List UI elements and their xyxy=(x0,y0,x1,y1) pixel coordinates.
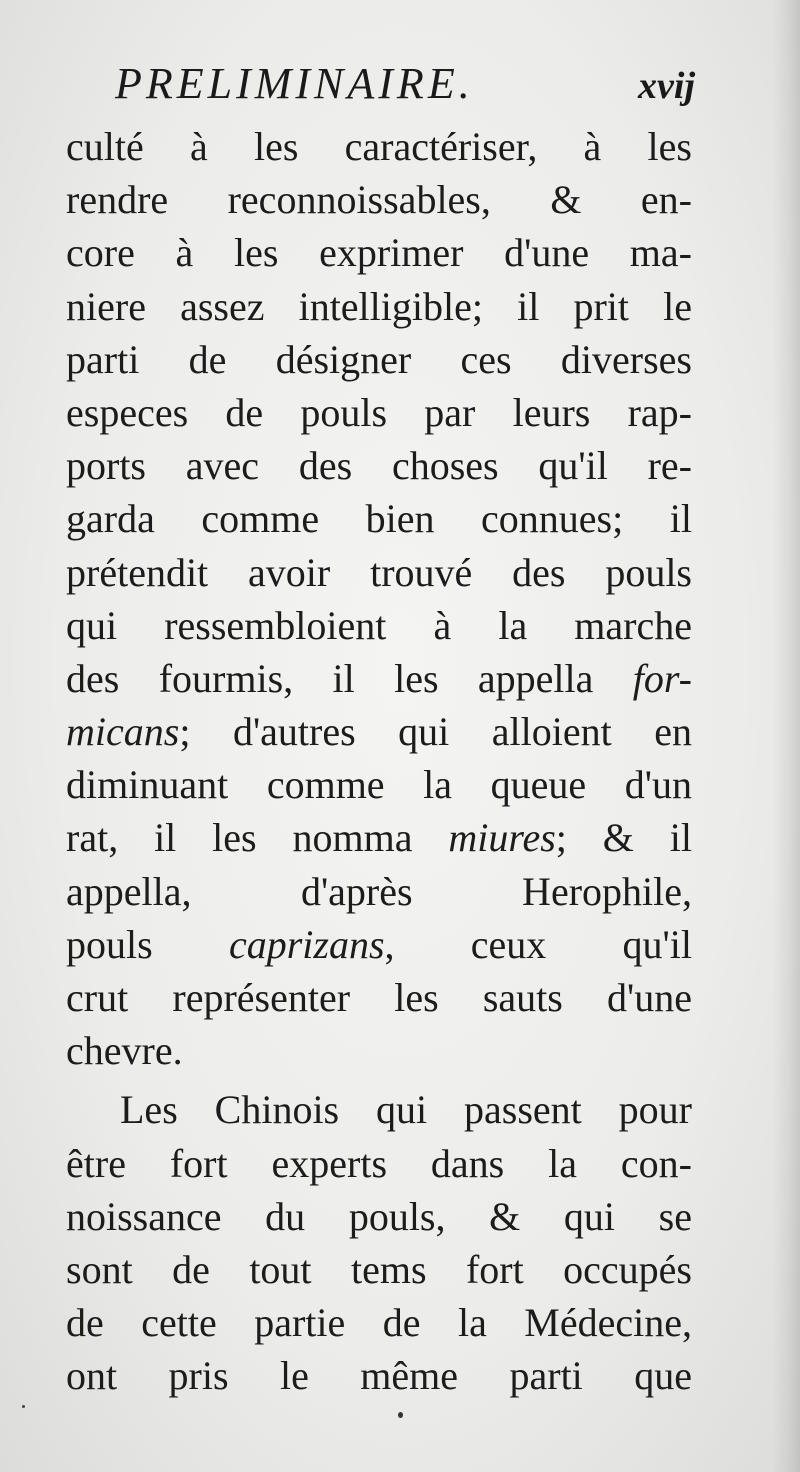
italic-term: micans xyxy=(66,709,180,755)
text-line: especes de pouls par leurs rap- xyxy=(66,389,692,435)
text-line: prétendit avoir trouvé des pouls xyxy=(66,549,692,595)
text-line: Les Chinois qui passent pour xyxy=(120,1087,692,1133)
text-line: rat, il les nomma miures; & il xyxy=(66,815,693,861)
text-line: qui ressembloient à la marche xyxy=(66,602,692,648)
page-edge-shadow xyxy=(772,0,800,1472)
text-line: noissance du pouls, & qui se xyxy=(66,1193,692,1239)
italic-term: caprizans xyxy=(228,921,385,967)
italic-term: for- xyxy=(632,655,692,701)
ink-speck xyxy=(22,1405,25,1408)
text-line: chevre. xyxy=(66,1028,183,1074)
italic-term: miures xyxy=(448,815,556,861)
text-line: de cette partie de la Médecine, xyxy=(66,1300,692,1346)
text-line: niere assez intelligible; il prit le xyxy=(66,283,692,329)
text-line: core à les exprimer d'une ma- xyxy=(66,230,692,276)
page-header xyxy=(115,58,695,109)
ink-speck xyxy=(398,1412,403,1418)
text-line: rendre reconnoissables, & en- xyxy=(66,177,692,223)
text-line: être fort experts dans la con- xyxy=(66,1140,692,1186)
text-line: ont pris le même parti que xyxy=(66,1353,692,1399)
text-line: appella, d'après Herophile, xyxy=(66,868,692,914)
text-line: pouls caprizans, ceux qu'il xyxy=(66,921,692,967)
text-line: parti de désigner ces diverses xyxy=(66,336,692,382)
text-line: ports avec des choses qu'il re- xyxy=(66,443,692,489)
text-line: sont de tout tems fort occupés xyxy=(66,1246,692,1292)
text-line: culté à les caractériser, à les xyxy=(66,124,692,169)
text-line: des fourmis, il les appella for- xyxy=(66,655,692,701)
text-line: crut représenter les sauts d'une xyxy=(66,975,692,1020)
text-line: garda comme bien connues; il xyxy=(66,496,692,542)
text-line: diminuant comme la queue d'un xyxy=(66,762,692,808)
body-text xyxy=(66,120,692,1403)
text-line: micans; d'autres qui alloient en xyxy=(66,709,692,755)
running-title: PRELIMINAIRE. xyxy=(115,59,474,108)
page-number: xvij xyxy=(638,65,695,107)
